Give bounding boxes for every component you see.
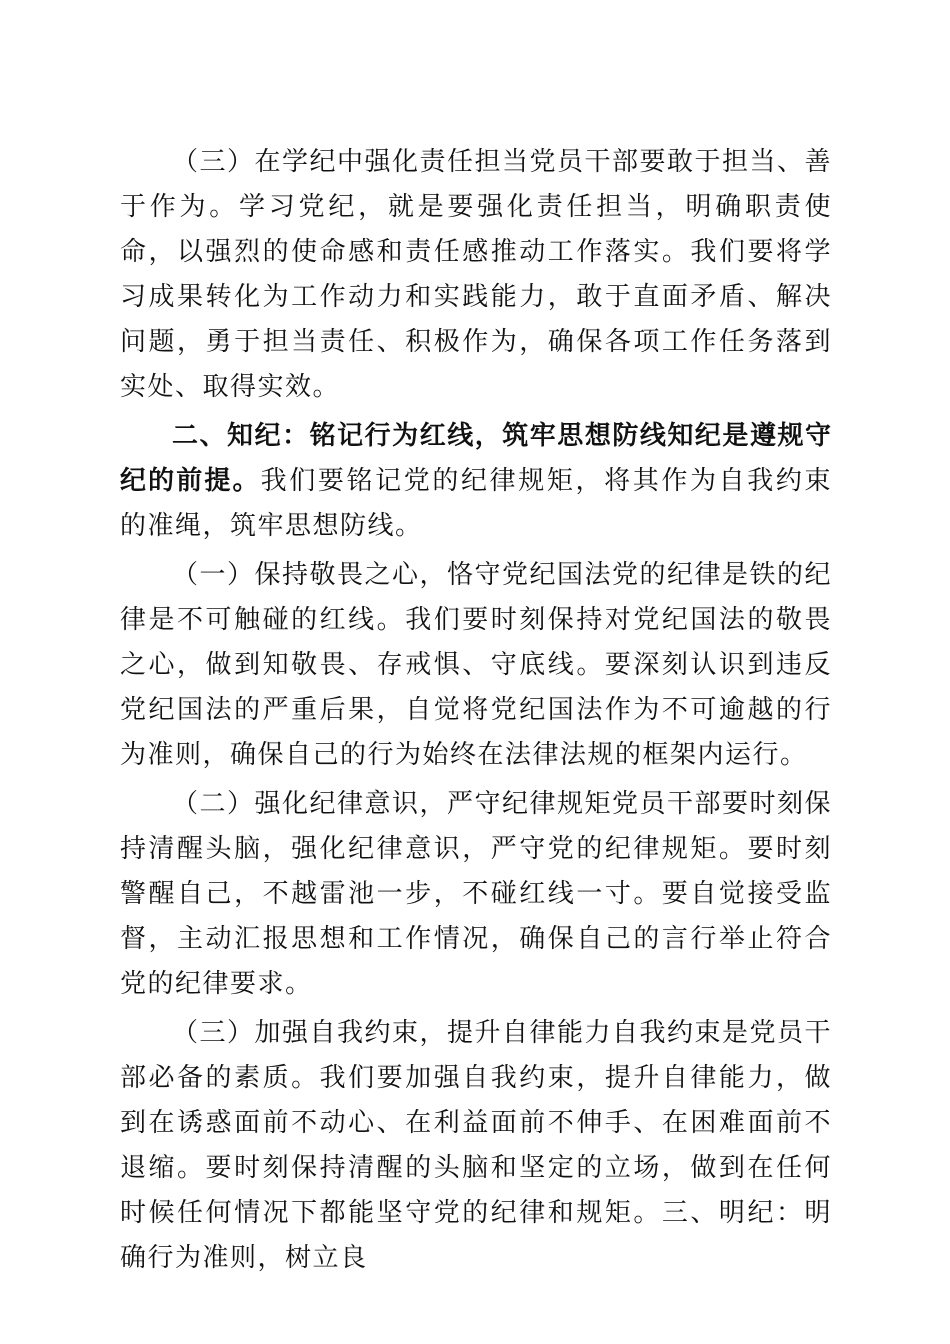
paragraph-2-text: 我们要铭记党的纪律规矩，将其作为自我约束的准绳，筑牢思想防线。 (120, 466, 832, 541)
paragraph-3 (120, 553, 832, 778)
paragraph-1-text: （三）在学纪中强化责任担当党员干部要敢于担当、善于作为。学习党纪，就是要强化责任担当，明确职责使命，以强烈的使命感和责任感推动工作落实。我们要将学习成果转化为工作动力和实践能力，敢于直面矛盾、解决问题，勇于担当责任、积极作为，确保各项工作任务落到实处、取得实效。 (120, 147, 833, 402)
paragraph-1 (120, 140, 832, 410)
paragraph-5 (120, 1011, 832, 1281)
section-heading-2: 二、知纪：铭记行为红线，筑牢思想防线知纪是遵规守纪的前提。 (120, 421, 832, 496)
paragraph-2 (120, 414, 832, 549)
paragraph-3-text: （一）保持敬畏之心，恪守党纪国法党的纪律是铁的纪律是不可触碰的红线。我们要时刻保持对党纪国法的敬畏之心，做到知敬畏、存戒惧、守底线。要深刻认识到违反党纪国法的严重后果，自觉将党纪国法作为不可逾越的行为准则，确保自己的行为始终在法律法规的框架内运行。 (120, 560, 833, 770)
paragraph-4-text: （二）强化纪律意识，严守纪律规矩党员干部要时刻保持清醒头脑，强化纪律意识，严守党的纪律规矩。要时刻警醒自己，不越雷池一步，不碰红线一寸。要自觉接受监督，主动汇报思想和工作情况，确保自己的言行举止符合党的纪律要求。 (120, 789, 833, 999)
paragraph-4 (120, 782, 832, 1007)
paragraph-5-text: （三）加强自我约束，提升自律能力自我约束是党员干部必备的素质。我们要加强自我约束，提升自律能力，做到在诱惑面前不动心、在利益面前不伸手、在困难面前不退缩。要时刻保持清醒的头脑和坚定的立场，做到在任何时候任何情况下都能坚守党的纪律和规矩。三、明纪：明确行为准则，树立良 (120, 1018, 833, 1273)
document-body (120, 140, 832, 1281)
